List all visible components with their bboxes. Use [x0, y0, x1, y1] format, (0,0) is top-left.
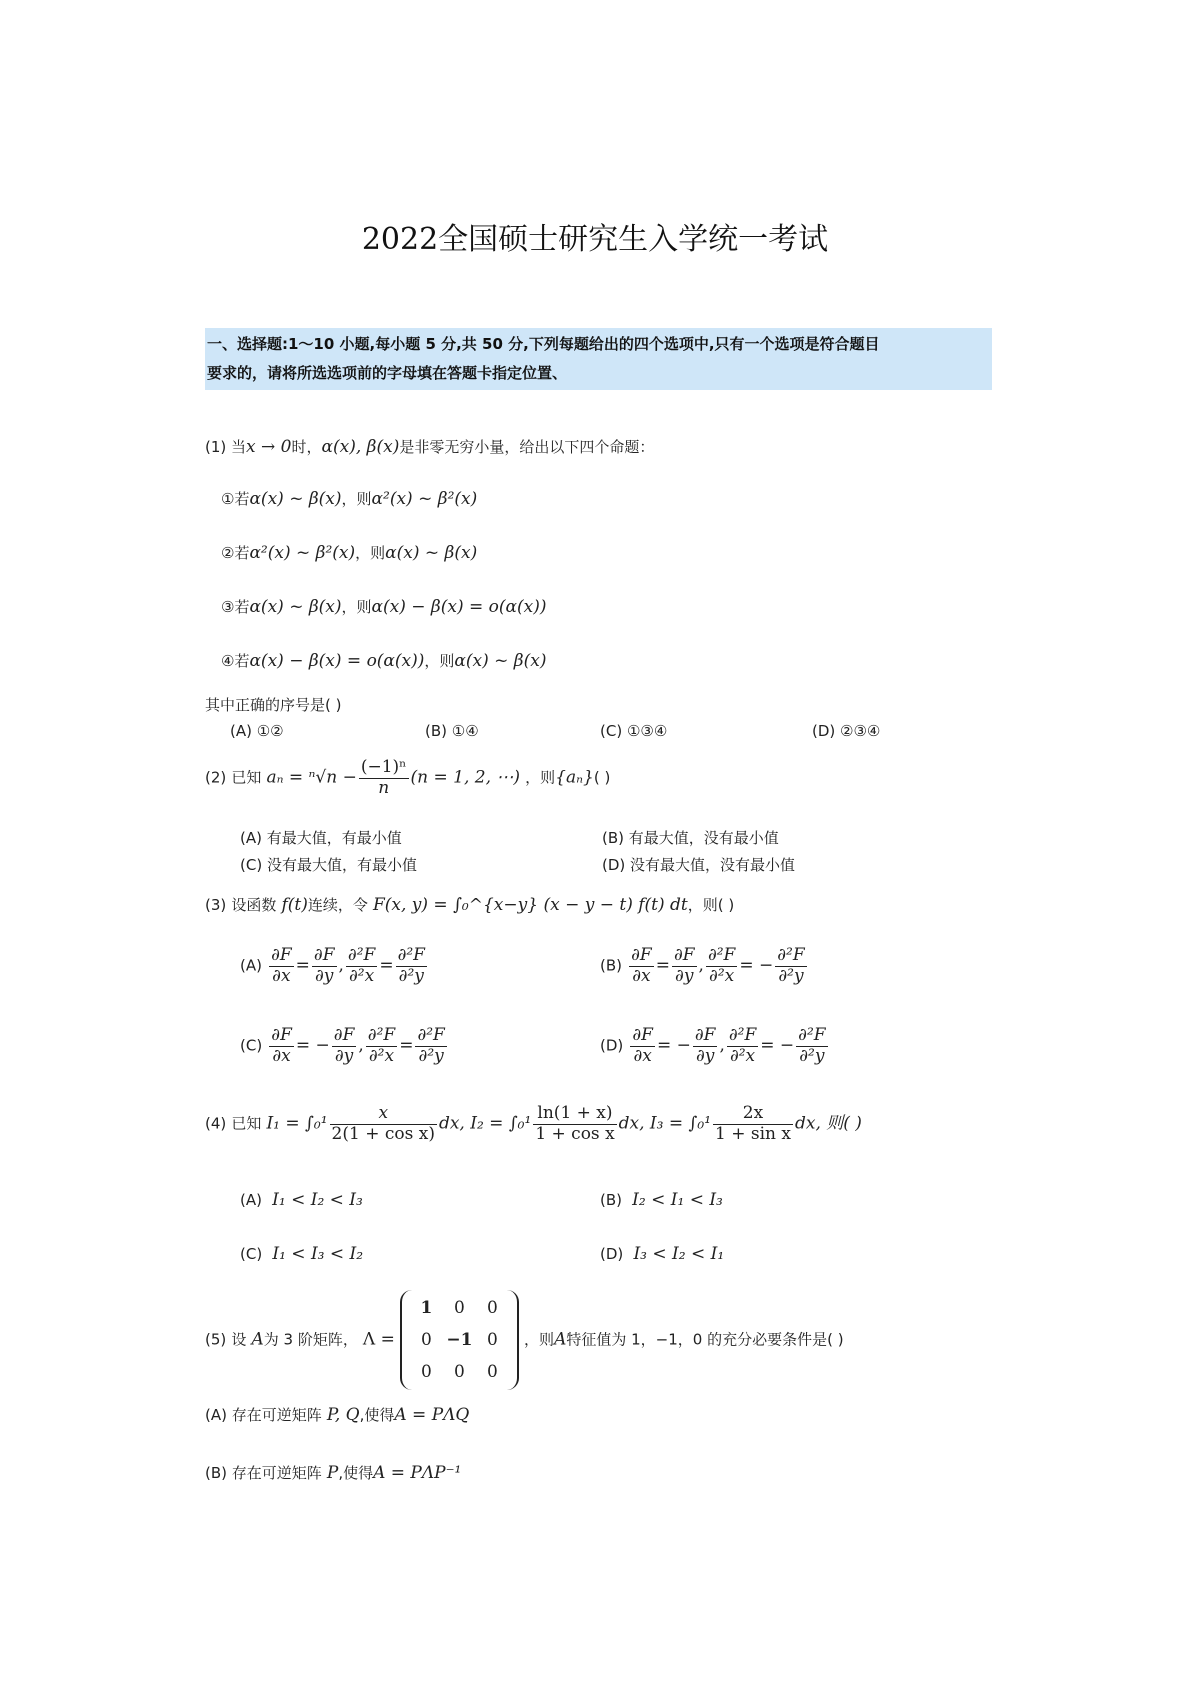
q5-math: Λ =: [362, 1329, 395, 1350]
fraction-numerator: ∂F: [673, 945, 695, 965]
q1-stem-text: 当: [231, 438, 247, 456]
fraction-denominator: ∂²y: [799, 1045, 825, 1066]
fraction-numerator: ∂²F: [367, 1025, 396, 1045]
fraction: [706, 946, 737, 986]
q5-option-b: [205, 1462, 461, 1483]
fraction-numerator: x: [330, 1104, 437, 1125]
q1-option-d: (D) ②③④: [812, 722, 881, 740]
operator: ,: [719, 1035, 725, 1056]
fraction-denominator: ∂y: [315, 965, 334, 986]
option-label: (D): [600, 1245, 624, 1263]
q5-stem-text: 设: [231, 1330, 247, 1349]
matrix-cell: 0: [421, 1362, 432, 1382]
q1-stem-text: 时，: [291, 438, 322, 456]
option-label: (C): [240, 1245, 263, 1263]
q4-math: dx, I₂ = ∫₀¹: [438, 1113, 532, 1134]
operator: = −: [760, 1035, 795, 1056]
matrix-cell: 0: [454, 1298, 465, 1318]
q5-stem-text: 特征值为 1，−1，0 的充分必要条件是( ): [566, 1330, 844, 1349]
option-label: (D): [600, 1036, 624, 1055]
prop-math: α(x) ~ β(x): [454, 651, 547, 671]
operator: ,: [358, 1035, 364, 1056]
q4-math: I₁ = ∫₀¹: [266, 1113, 328, 1134]
fraction-denominator: ∂y: [695, 1045, 715, 1066]
fraction-numerator: (−1)ⁿ: [360, 757, 407, 777]
option-math: I₂ < I₁ < I₃: [632, 1190, 723, 1210]
fraction-denominator: ∂²x: [349, 965, 375, 986]
fraction-denominator: ∂²y: [398, 965, 424, 986]
q4-option-b: [600, 1190, 723, 1210]
option-label: (B): [600, 956, 622, 975]
section-line-2: 要求的，请将所选选项前的字母填在答题卡指定位置、: [207, 364, 568, 382]
q3-math: f(t): [281, 895, 308, 915]
fraction-denominator: 2(1 + cos x): [331, 1123, 435, 1144]
fraction-numerator: ln(1 + x): [533, 1104, 616, 1125]
option-label: (B): [600, 1191, 622, 1209]
q3-stem-text: 连续，令: [307, 896, 368, 914]
fraction-numerator: ∂F: [694, 1025, 716, 1045]
matrix-cell: −1: [446, 1330, 473, 1350]
q2-stem-text: ( ): [593, 768, 611, 787]
q3-option-a: [240, 946, 429, 986]
fraction-numerator: ∂F: [271, 945, 292, 965]
fraction: [269, 1026, 294, 1066]
prop-label: ①若: [221, 490, 250, 508]
fraction-numerator: ∂F: [271, 1025, 292, 1045]
fraction-numerator: ∂F: [632, 1025, 653, 1045]
fraction-numerator: ∂²F: [707, 945, 736, 965]
prop-math: α(x) ~ β(x): [249, 597, 342, 617]
q4-math: dx, I₃ = ∫₀¹: [618, 1113, 712, 1134]
q1-proposition-3: [221, 596, 547, 617]
q1-stem-math: α(x), β(x): [321, 437, 400, 457]
q2-option-c: (C) 没有最大值，有最小值: [240, 856, 417, 874]
q4-option-d: [600, 1244, 724, 1264]
q3-stem-text: ，则( ): [687, 896, 735, 914]
fraction: [693, 1026, 718, 1066]
fraction-numerator: 2x: [713, 1104, 793, 1125]
prop-math: α(x) − β(x) = o(α(x)): [371, 597, 547, 617]
fraction: [727, 1026, 758, 1066]
lambda-matrix: [400, 1290, 519, 1390]
prop-text: ，则: [424, 652, 455, 670]
q2-math: (n = 1, 2, ⋯): [410, 767, 521, 788]
option-label: (A): [240, 956, 262, 975]
fraction-denominator: ∂²x: [729, 1045, 756, 1066]
prop-text: ，则: [341, 598, 372, 616]
fraction-numerator: ∂F: [333, 1025, 355, 1045]
fraction: [269, 946, 294, 986]
prop-math: α²(x) ~ β²(x): [371, 489, 478, 509]
option-math: A = PΛP⁻¹: [373, 1463, 462, 1483]
q1-proposition-2: [221, 542, 477, 563]
option-text: (B) 存在可逆矩阵: [205, 1464, 322, 1482]
fraction: [629, 946, 654, 986]
q3-option-b: [600, 946, 809, 986]
prop-text: ，则: [355, 544, 386, 562]
option-math: I₃ < I₂ < I₁: [633, 1244, 725, 1264]
fraction: [775, 946, 806, 986]
matrix-cell: 1: [420, 1298, 433, 1318]
fraction-denominator: ∂x: [633, 1045, 652, 1066]
operator: ,: [338, 955, 344, 976]
option-math: A = PΛQ: [394, 1405, 470, 1425]
prop-math: α(x) ~ β(x): [385, 543, 478, 563]
q4-stem-text: 已知: [231, 1114, 262, 1133]
fraction-numerator: ∂F: [313, 945, 335, 965]
fraction-denominator: 1 + cos x: [535, 1123, 615, 1144]
q4-option-a: [240, 1190, 363, 1210]
fraction-denominator: ∂²x: [368, 1045, 395, 1066]
fraction: [312, 946, 337, 986]
fraction: [415, 1026, 446, 1066]
fraction-denominator: ∂²y: [778, 965, 804, 986]
matrix-cell: 0: [487, 1298, 498, 1318]
option-math: P, Q: [326, 1405, 360, 1425]
operator: =: [655, 955, 670, 976]
q5-math: A: [251, 1329, 264, 1350]
fraction-numerator: ∂²F: [777, 945, 805, 965]
option-text: ,使得: [338, 1464, 374, 1482]
q4-option-c: [240, 1244, 363, 1264]
prop-text: ，则: [341, 490, 372, 508]
q2-stem-text: 已知: [231, 768, 262, 787]
fraction-denominator: ∂²y: [418, 1045, 444, 1066]
q1-option-c: (C) ①③④: [600, 722, 668, 740]
fraction: [672, 946, 697, 986]
option-text: ,使得: [359, 1406, 395, 1424]
operator: =: [379, 955, 394, 976]
fraction: [346, 946, 377, 986]
option-text: (A) 存在可逆矩阵: [205, 1406, 322, 1424]
q1-number: (1): [205, 438, 227, 456]
operator: = −: [656, 1035, 691, 1056]
q1-stem-text: 是非零无穷小量，给出以下四个命题：: [399, 438, 655, 456]
q3-stem: [205, 894, 734, 915]
operator: =: [295, 955, 310, 976]
fraction: [366, 1026, 397, 1066]
prop-label: ③若: [221, 598, 250, 616]
q1-proposition-1: [221, 488, 477, 509]
fraction: [330, 1104, 437, 1144]
q5-number: (5): [205, 1330, 227, 1349]
matrix-cell: 0: [487, 1362, 498, 1382]
fraction-denominator: ∂y: [334, 1045, 354, 1066]
fraction: [396, 946, 427, 986]
fraction-denominator: n: [378, 777, 390, 798]
q1-stem-math: x → 0: [246, 437, 292, 457]
option-label: (A): [240, 1191, 262, 1209]
q1-ask: 其中正确的序号是( ): [205, 696, 342, 714]
q2-option-b: (B) 有最大值，没有最小值: [602, 829, 779, 847]
operator: = −: [295, 1035, 330, 1056]
prop-math: α(x) − β(x) = o(α(x)): [249, 651, 425, 671]
matrix-cell: 0: [421, 1330, 432, 1350]
q3-option-c: [240, 1026, 449, 1066]
fraction-denominator: ∂y: [675, 965, 694, 986]
operator: = −: [739, 955, 774, 976]
fraction: [332, 1026, 357, 1066]
q1-stem: [205, 436, 654, 457]
q4-stem: [205, 1104, 862, 1144]
fraction-numerator: ∂F: [631, 945, 652, 965]
q4-math: dx, 则( ): [794, 1113, 862, 1134]
option-math: P: [326, 1463, 339, 1483]
q3-option-d: [600, 1026, 830, 1066]
option-math: I₁ < I₃ < I₂: [272, 1244, 364, 1264]
operator: =: [399, 1035, 414, 1056]
matrix-cell: 0: [454, 1362, 465, 1382]
q2-number: (2): [205, 768, 227, 787]
q5-stem-text: 为 3 阶矩阵，: [263, 1330, 358, 1349]
fraction: [533, 1104, 616, 1144]
fraction-numerator: ∂²F: [397, 945, 425, 965]
q5-math: A: [554, 1329, 567, 1350]
q3-stem-text: 设函数: [231, 896, 277, 914]
prop-math: α²(x) ~ β²(x): [249, 543, 356, 563]
fraction-numerator: ∂²F: [728, 1025, 757, 1045]
option-math: I₁ < I₂ < I₃: [272, 1190, 363, 1210]
fraction-numerator: ∂²F: [417, 1025, 445, 1045]
fraction: [713, 1104, 793, 1144]
q2-option-d: (D) 没有最大值，没有最小值: [602, 856, 796, 874]
prop-label: ④若: [221, 652, 250, 670]
fraction-denominator: ∂²x: [709, 965, 735, 986]
page-title: 2022全国硕士研究生入学统一考试: [361, 222, 829, 257]
q5-stem-text: ，则: [524, 1330, 555, 1349]
q4-number: (4): [205, 1114, 227, 1133]
section-header: [205, 328, 992, 390]
q2-math: {aₙ}: [555, 767, 594, 788]
section-line-1: 一、选择题:1～10 小题,每小题 5 分,共 50 分,下列每题给出的四个选项中,只有一个选项是符合题目: [207, 335, 880, 353]
fraction-denominator: ∂x: [272, 1045, 291, 1066]
q2-option-a: (A) 有最大值，有最小值: [240, 829, 402, 847]
q2-math: aₙ = ⁿ√n −: [266, 767, 357, 788]
prop-label: ②若: [221, 544, 250, 562]
option-label: (C): [240, 1036, 263, 1055]
fraction-denominator: ∂x: [272, 965, 291, 986]
q2-stem-text: ，则: [525, 768, 556, 787]
q1-option-a: (A) ①②: [230, 722, 284, 740]
operator: ,: [698, 955, 704, 976]
fraction-denominator: 1 + sin x: [715, 1123, 791, 1144]
q1-proposition-4: [221, 650, 547, 671]
fraction-numerator: ∂²F: [798, 1025, 826, 1045]
prop-math: α(x) ~ β(x): [249, 489, 342, 509]
q3-math: F(x, y) = ∫₀^{x−y} (x − y − t) f(t) dt: [372, 895, 688, 915]
q2-fraction: [359, 758, 409, 798]
q5-stem: [205, 1290, 844, 1390]
q1-option-b: (B) ①④: [425, 722, 479, 740]
fraction: [630, 1026, 655, 1066]
q5-option-a: [205, 1404, 469, 1425]
fraction: [796, 1026, 827, 1066]
fraction-numerator: ∂²F: [347, 945, 376, 965]
q2-stem: [205, 758, 610, 798]
fraction-denominator: ∂x: [632, 965, 651, 986]
q3-number: (3): [205, 896, 227, 914]
matrix-cell: 0: [487, 1330, 498, 1350]
